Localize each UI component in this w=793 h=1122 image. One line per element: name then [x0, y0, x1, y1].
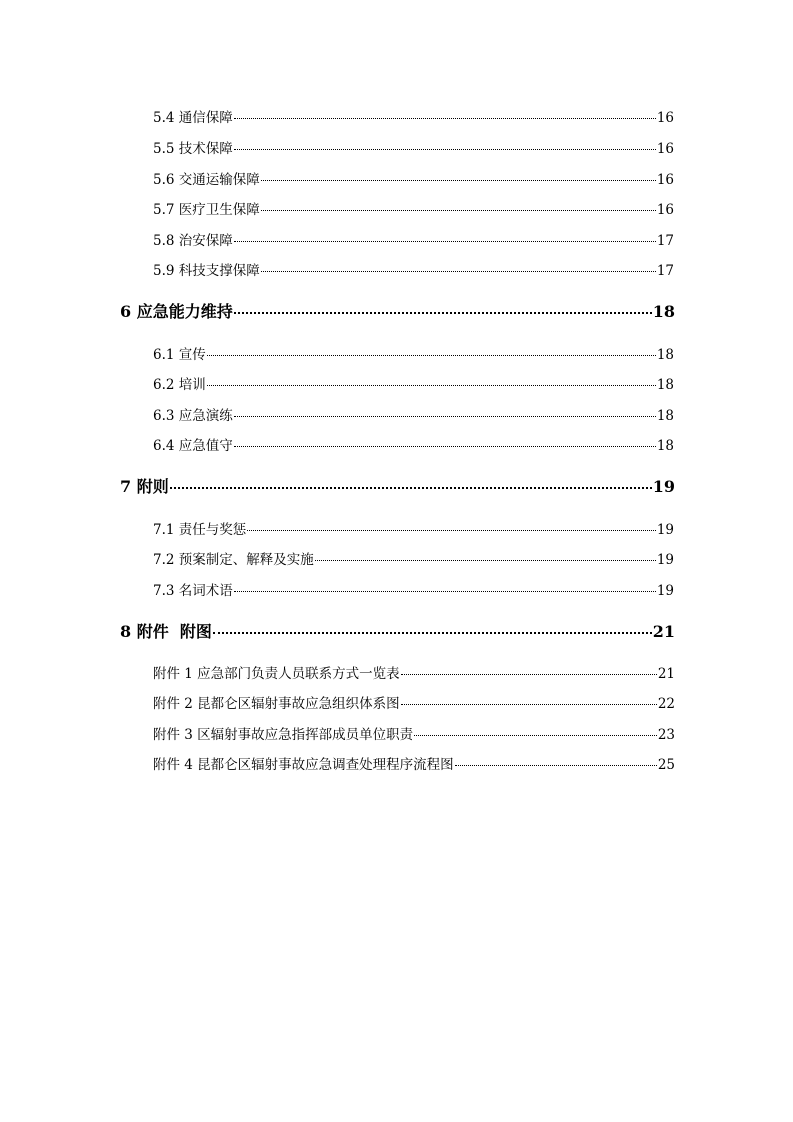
toc-leader-dots — [234, 416, 656, 417]
toc-leader-dots — [207, 385, 656, 386]
toc-entry-5-8[interactable] — [153, 229, 674, 249]
toc-entry-7-1[interactable] — [153, 518, 674, 538]
toc-chapter-8[interactable] — [120, 619, 675, 642]
toc-leader-dots — [234, 149, 656, 150]
toc-entry-6-3[interactable] — [153, 404, 674, 424]
toc-entry-label: 附件 1 应急部门负责人员联系方式一览表 — [153, 666, 400, 682]
toc-entry-label: 5.4 通信保障 — [153, 110, 233, 126]
toc-leader-dots — [401, 674, 657, 675]
toc-appendix-2[interactable] — [153, 692, 675, 712]
toc-leader-dots — [401, 704, 657, 705]
toc-page-number: 17 — [656, 263, 674, 279]
toc-entry-label: 5.9 科技支撑保障 — [153, 263, 260, 279]
toc-page-number: 18 — [656, 408, 674, 424]
toc-entry-label: 5.5 技术保障 — [153, 141, 233, 157]
toc-leader-dots — [414, 735, 657, 736]
toc-chapter-6[interactable] — [120, 299, 675, 322]
toc-leader-dots — [234, 446, 656, 447]
toc-leader-dots — [261, 180, 656, 181]
toc-chapter-label: 8 附件 附图 — [120, 622, 212, 641]
toc-entry-label: 附件 4 昆都仑区辐射事故应急调查处理程序流程图 — [153, 757, 454, 773]
toc-entry-5-7[interactable] — [153, 198, 674, 218]
toc-page-number: 19 — [656, 583, 674, 599]
toc-appendix-4[interactable] — [153, 753, 675, 773]
toc-chapter-label: 6 应急能力维持 — [120, 302, 233, 321]
toc-leader-dots — [234, 118, 656, 119]
toc-entry-6-1[interactable] — [153, 343, 674, 363]
toc-leader-dots — [234, 241, 656, 242]
toc-page-number: 19 — [656, 522, 674, 538]
toc-page-number: 16 — [656, 202, 674, 218]
toc-entry-5-4[interactable] — [153, 106, 674, 126]
toc-entry-label: 7.1 责任与奖惩 — [153, 522, 247, 538]
toc-page-number: 18 — [656, 347, 674, 363]
toc-chapter-7[interactable] — [120, 474, 675, 497]
toc-appendix-1[interactable] — [153, 662, 675, 682]
toc-page-number: 16 — [656, 172, 674, 188]
toc-entry-7-3[interactable] — [153, 579, 674, 599]
toc-entry-label: 6.3 应急演练 — [153, 408, 233, 424]
toc-page-number: 25 — [657, 757, 675, 773]
toc-entry-5-9[interactable] — [153, 259, 674, 279]
toc-entry-5-5[interactable] — [153, 137, 674, 157]
toc-leader-dots — [213, 632, 652, 634]
toc-leader-dots — [234, 312, 652, 314]
toc-leader-dots — [207, 355, 656, 356]
toc-page-number: 19 — [652, 477, 675, 496]
toc-entry-label: 5.8 治安保障 — [153, 233, 233, 249]
toc-entry-label: 5.6 交通运输保障 — [153, 172, 260, 188]
toc-entry-label: 7.2 预案制定、解释及实施 — [153, 552, 314, 568]
toc-entry-label: 5.7 医疗卫生保障 — [153, 202, 260, 218]
toc-leader-dots — [170, 487, 652, 489]
toc-page-number: 17 — [656, 233, 674, 249]
toc-entry-label: 6.4 应急值守 — [153, 438, 233, 454]
toc-leader-dots — [234, 591, 656, 592]
toc-leader-dots — [315, 560, 656, 561]
toc-page-number: 21 — [657, 666, 675, 682]
toc-page-number: 16 — [656, 141, 674, 157]
toc-leader-dots — [455, 765, 657, 766]
toc-chapter-label: 7 附则 — [120, 477, 169, 496]
toc-entry-5-6[interactable] — [153, 168, 674, 188]
toc-entry-label: 6.2 培训 — [153, 377, 206, 393]
toc-leader-dots — [261, 210, 656, 211]
toc-page-number: 19 — [656, 552, 674, 568]
toc-page-number: 18 — [656, 438, 674, 454]
toc-page-number: 22 — [657, 696, 675, 712]
toc-leader-dots — [247, 530, 656, 531]
toc-page-number: 18 — [656, 377, 674, 393]
toc-page-number: 21 — [652, 622, 675, 641]
toc-entry-7-2[interactable] — [153, 548, 674, 568]
toc-entry-label: 附件 3 区辐射事故应急指挥部成员单位职责 — [153, 727, 414, 743]
toc-entry-label: 7.3 名词术语 — [153, 583, 233, 599]
toc-page-number: 16 — [656, 110, 674, 126]
toc-entry-6-2[interactable] — [153, 373, 674, 393]
toc-page-number: 23 — [657, 727, 675, 743]
toc-leader-dots — [261, 271, 656, 272]
toc-entry-label: 附件 2 昆都仑区辐射事故应急组织体系图 — [153, 696, 400, 712]
toc-page-number: 18 — [652, 302, 675, 321]
toc-entry-label: 6.1 宣传 — [153, 347, 206, 363]
toc-entry-6-4[interactable] — [153, 434, 674, 454]
toc-appendix-3[interactable] — [153, 723, 675, 743]
